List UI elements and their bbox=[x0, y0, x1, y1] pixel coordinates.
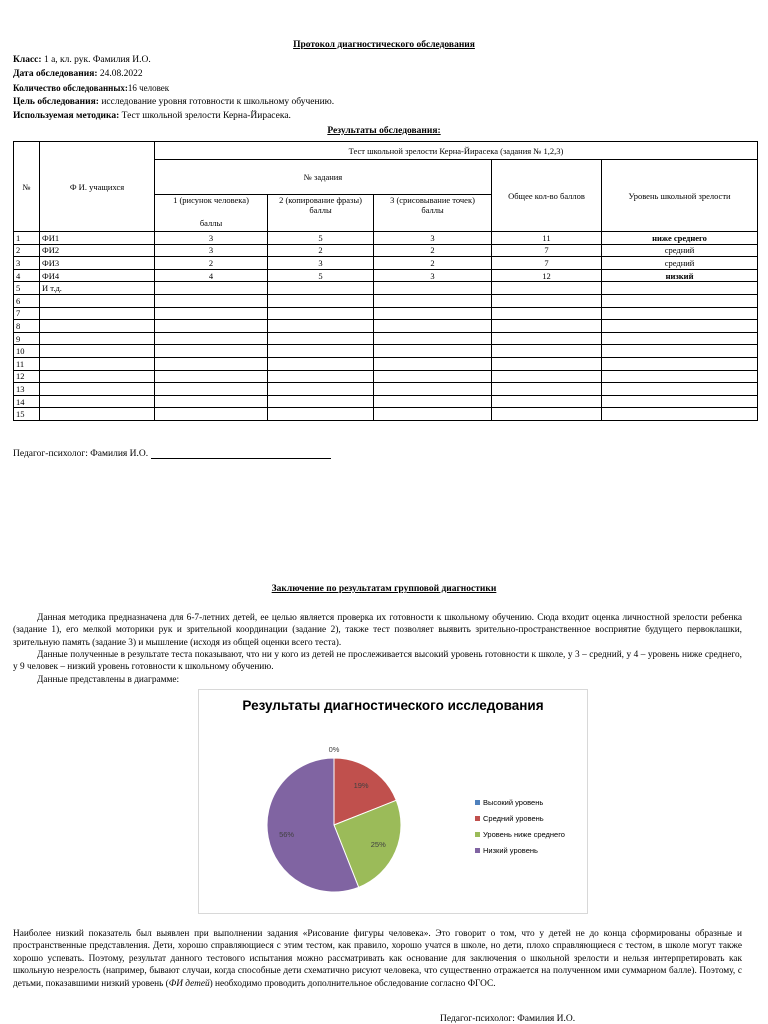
legend-label: Низкий уровень bbox=[483, 845, 538, 855]
paragraph-analysis bbox=[13, 928, 742, 990]
row-task2 bbox=[268, 408, 374, 421]
table-row bbox=[14, 257, 758, 270]
row-task1 bbox=[155, 282, 268, 295]
row-task1 bbox=[155, 332, 268, 345]
row-total bbox=[492, 383, 602, 396]
row-task1 bbox=[155, 383, 268, 396]
row-total bbox=[492, 307, 602, 320]
row-num: 1 bbox=[14, 232, 40, 245]
header-task1 bbox=[155, 195, 268, 232]
row-level: средний bbox=[602, 257, 758, 270]
row-level bbox=[602, 370, 758, 383]
row-task1 bbox=[155, 357, 268, 370]
row-level bbox=[602, 282, 758, 295]
row-num: 6 bbox=[14, 294, 40, 307]
table-row bbox=[14, 383, 758, 396]
psychologist-signature bbox=[13, 449, 331, 459]
row-name bbox=[40, 383, 155, 396]
row-name: ФИ3 bbox=[40, 257, 155, 270]
row-task2 bbox=[268, 294, 374, 307]
meta-class bbox=[13, 54, 151, 67]
legend-label: Уровень ниже среднего bbox=[483, 829, 565, 839]
signature-line bbox=[151, 449, 331, 459]
row-total bbox=[492, 395, 602, 408]
row-task3 bbox=[374, 408, 492, 421]
row-level bbox=[602, 357, 758, 370]
row-task3: 3 bbox=[374, 232, 492, 245]
row-num: 15 bbox=[14, 408, 40, 421]
row-num: 9 bbox=[14, 332, 40, 345]
row-task3 bbox=[374, 320, 492, 333]
row-total bbox=[492, 320, 602, 333]
row-task3: 2 bbox=[374, 244, 492, 257]
protocol-title: Протокол диагностического обследования bbox=[293, 40, 475, 50]
header-level: Уровень школьной зрелости bbox=[602, 160, 758, 232]
row-name bbox=[40, 345, 155, 358]
header-task2-label: 2 (копирование фразы) bbox=[279, 195, 362, 205]
row-task1: 2 bbox=[155, 257, 268, 270]
row-name bbox=[40, 370, 155, 383]
row-task3 bbox=[374, 345, 492, 358]
paragraph-results: Данные полученные в результате теста показывают, что ни у кого из детей не прослеживается высокий уровень готовности к школе, у 3 – средний, у 4 – уровень ниже среднего, у 9 человек – низкий уровень готовности к школьному обучению. bbox=[13, 650, 742, 673]
row-task1 bbox=[155, 307, 268, 320]
table-row bbox=[14, 232, 758, 245]
paragraph-diagram-note: Данные представлены в диаграмме: bbox=[37, 675, 180, 685]
meta-count bbox=[13, 82, 169, 95]
pie-label-1: 0% bbox=[328, 745, 340, 754]
row-num: 7 bbox=[14, 307, 40, 320]
row-name: ФИ4 bbox=[40, 269, 155, 282]
row-num: 2 bbox=[14, 244, 40, 257]
row-task2: 5 bbox=[268, 269, 374, 282]
row-total bbox=[492, 345, 602, 358]
meta-method-value: Тест школьной зрелости Керна-Йирасека. bbox=[119, 111, 291, 121]
meta-goal-label: Цель обследования: bbox=[13, 97, 99, 107]
row-total bbox=[492, 408, 602, 421]
row-total: 7 bbox=[492, 257, 602, 270]
row-task1 bbox=[155, 294, 268, 307]
table-row bbox=[14, 357, 758, 370]
row-task2 bbox=[268, 307, 374, 320]
row-task1 bbox=[155, 408, 268, 421]
row-num: 14 bbox=[14, 395, 40, 408]
row-task1: 3 bbox=[155, 244, 268, 257]
header-num: № bbox=[14, 142, 40, 232]
row-total bbox=[492, 332, 602, 345]
row-task2 bbox=[268, 320, 374, 333]
row-task1: 4 bbox=[155, 269, 268, 282]
row-level: ниже среднего bbox=[602, 232, 758, 245]
row-total bbox=[492, 370, 602, 383]
chart-title: Результаты диагностического исследования bbox=[242, 698, 544, 713]
pie-label-4: 56% bbox=[279, 830, 295, 840]
legend-swatch bbox=[475, 832, 480, 837]
row-total: 7 bbox=[492, 244, 602, 257]
analysis-text-b: ) необходимо проводить дополнительное обследование согласно ФГОС. bbox=[209, 978, 496, 989]
header-task2-unit: баллы bbox=[309, 205, 332, 215]
table-row bbox=[14, 320, 758, 333]
header-task3-unit: баллы bbox=[421, 205, 444, 215]
row-name bbox=[40, 320, 155, 333]
row-total: 11 bbox=[492, 232, 602, 245]
row-task3 bbox=[374, 307, 492, 320]
signature-text: Педагог-психолог: Фамилия И.О. bbox=[13, 449, 151, 459]
row-total bbox=[492, 294, 602, 307]
row-task2 bbox=[268, 282, 374, 295]
row-total bbox=[492, 357, 602, 370]
table-row bbox=[14, 244, 758, 257]
row-task3 bbox=[374, 383, 492, 396]
row-level bbox=[602, 345, 758, 358]
header-test: Тест школьной зрелости Керна-Йирасека (задания № 1,2,3) bbox=[155, 142, 758, 160]
chart-legend bbox=[475, 794, 565, 858]
row-num: 12 bbox=[14, 370, 40, 383]
legend-label: Высокий уровень bbox=[483, 797, 544, 807]
header-task2 bbox=[268, 195, 374, 232]
row-task1 bbox=[155, 320, 268, 333]
results-title: Результаты обследования: bbox=[327, 126, 441, 136]
row-task2 bbox=[268, 370, 374, 383]
row-num: 8 bbox=[14, 320, 40, 333]
row-task2 bbox=[268, 383, 374, 396]
row-task2 bbox=[268, 395, 374, 408]
table-row bbox=[14, 332, 758, 345]
row-level bbox=[602, 408, 758, 421]
row-total bbox=[492, 282, 602, 295]
row-task2 bbox=[268, 345, 374, 358]
row-num: 11 bbox=[14, 357, 40, 370]
row-level bbox=[602, 395, 758, 408]
row-num: 3 bbox=[14, 257, 40, 270]
header-task1-unit: баллы bbox=[199, 218, 223, 228]
bottom-signature: Педагог-психолог: Фамилия И.О. bbox=[440, 1014, 576, 1024]
meta-method bbox=[13, 110, 291, 123]
row-level bbox=[602, 294, 758, 307]
table-row bbox=[14, 370, 758, 383]
row-task1: 3 bbox=[155, 232, 268, 245]
legend-item bbox=[475, 826, 565, 842]
table-row bbox=[14, 395, 758, 408]
legend-swatch bbox=[475, 816, 480, 821]
table-row bbox=[14, 294, 758, 307]
row-task3 bbox=[374, 294, 492, 307]
analysis-text-a: Наиболее низкий показатель был выявлен при выполнении задания «Рисование фигуры человека». Это говорит о том, что у детей не до конца сформированы образные и пространственные представления. Дети, хорошо справляющиеся с этим тестом, как правило, хорошо учатся в школе, но дети, плохо справляющиеся с тестом, в школе могут также хорошо успевать. Поэтому, результат данного тестового испытания можно рассматривать как основание для заключения о школьной зрелости и нельзя интерпретировать как школьную незрелость (например, бывают случаи, когда способные дети схематично рисуют человека, что существенно отражается на полученном ими суммарном балле). Поэтому, с детьми, показавшими низкий уровень ( bbox=[13, 929, 742, 989]
row-task2 bbox=[268, 357, 374, 370]
row-num: 13 bbox=[14, 383, 40, 396]
pie-label-3: 25% bbox=[370, 840, 386, 850]
meta-class-value: 1 а, кл. рук. Фамилия И.О. bbox=[41, 55, 151, 65]
table-row bbox=[14, 269, 758, 282]
row-level: средний bbox=[602, 244, 758, 257]
row-task3: 3 bbox=[374, 269, 492, 282]
row-task3 bbox=[374, 370, 492, 383]
row-name: ФИ2 bbox=[40, 244, 155, 257]
row-name bbox=[40, 294, 155, 307]
row-task2: 3 bbox=[268, 257, 374, 270]
meta-method-label: Используемая методика: bbox=[13, 111, 120, 121]
row-task1 bbox=[155, 395, 268, 408]
row-level bbox=[602, 332, 758, 345]
row-task2: 2 bbox=[268, 244, 374, 257]
meta-goal-value: исследование уровня готовности к школьному обучению. bbox=[98, 97, 335, 107]
meta-goal bbox=[13, 96, 334, 109]
row-name bbox=[40, 395, 155, 408]
pie-label-2: 19% bbox=[353, 781, 369, 791]
header-task: № задания bbox=[155, 160, 492, 195]
legend-item bbox=[475, 842, 565, 858]
row-total: 12 bbox=[492, 269, 602, 282]
meta-date bbox=[13, 68, 143, 81]
header-task1-label: 1 (рисунок человека) bbox=[173, 195, 249, 205]
row-level bbox=[602, 307, 758, 320]
row-name bbox=[40, 307, 155, 320]
header-total: Общее кол-во баллов bbox=[492, 160, 602, 232]
header-task3 bbox=[374, 195, 492, 232]
row-num: 10 bbox=[14, 345, 40, 358]
header-name: Ф И. учащихся bbox=[40, 142, 155, 232]
header-task3-label: 3 (срисовывание точек) bbox=[390, 195, 475, 205]
analysis-text-italic: ФИ детей bbox=[168, 978, 210, 989]
conclusion-title: Заключение по результатам групповой диагностики bbox=[271, 584, 497, 594]
results-table bbox=[13, 141, 758, 421]
pie-chart bbox=[198, 689, 588, 914]
row-name: И т.д. bbox=[40, 282, 155, 295]
row-name bbox=[40, 357, 155, 370]
table-row bbox=[14, 408, 758, 421]
row-task2: 5 bbox=[268, 232, 374, 245]
row-task3 bbox=[374, 357, 492, 370]
row-task2 bbox=[268, 332, 374, 345]
row-num: 5 bbox=[14, 282, 40, 295]
row-name bbox=[40, 408, 155, 421]
row-name: ФИ1 bbox=[40, 232, 155, 245]
legend-label: Средний уровень bbox=[483, 813, 544, 823]
table-row bbox=[14, 345, 758, 358]
row-task3 bbox=[374, 332, 492, 345]
row-num: 4 bbox=[14, 269, 40, 282]
meta-date-value: 24.08.2022 bbox=[97, 69, 143, 79]
table-row bbox=[14, 307, 758, 320]
row-task3: 2 bbox=[374, 257, 492, 270]
meta-date-label: Дата обследования: bbox=[13, 69, 98, 79]
row-task1 bbox=[155, 345, 268, 358]
row-task3 bbox=[374, 395, 492, 408]
table-body bbox=[14, 232, 758, 421]
legend-swatch bbox=[475, 800, 480, 805]
row-level bbox=[602, 320, 758, 333]
meta-count-label: Количество обследованных: bbox=[13, 83, 128, 93]
table-row bbox=[14, 282, 758, 295]
legend-item bbox=[475, 794, 565, 810]
meta-count-value: 16 человек bbox=[127, 83, 170, 93]
row-level bbox=[602, 383, 758, 396]
meta-class-label: Класс: bbox=[13, 55, 42, 65]
legend-swatch bbox=[475, 848, 480, 853]
legend-item bbox=[475, 810, 565, 826]
row-level: низкий bbox=[602, 269, 758, 282]
row-task3 bbox=[374, 282, 492, 295]
row-task1 bbox=[155, 370, 268, 383]
row-name bbox=[40, 332, 155, 345]
paragraph-intro: Данная методика предназначена для 6-7-летних детей, ее целью является проверка их готовности к школьному обучению. Сюда входит оценка личностной зрелости ребенка (задание 1), его мелкой моторики рук и зрительной координации (задание 2), также тест позволяет выявить зрительно-пространственное восприятие будущего первоклашки, зрительную память (задание 3) и мышление (исходя из общей оценки всего теста). bbox=[13, 613, 742, 648]
